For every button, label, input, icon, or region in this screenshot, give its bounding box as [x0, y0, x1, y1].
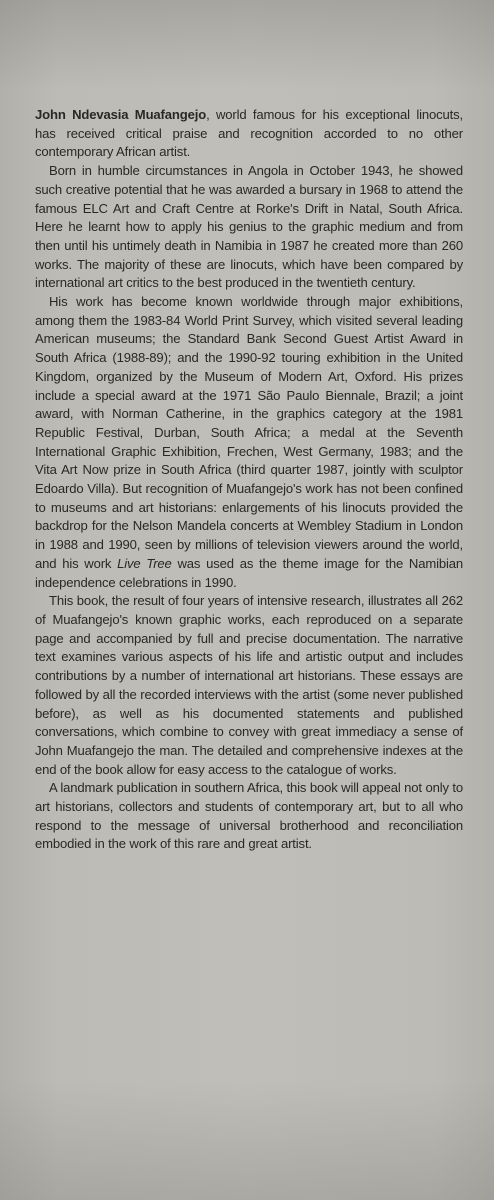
- top-shadow: [0, 0, 494, 90]
- paragraph-book-description: This book, the result of four years of intensive research, illustrates all 262 of Muafangejo's known graphic works, each reproduced on a separate page and accompanied by full and precise documentation. The narrative text examines various aspects of his life and artistic output and includes contributions by a number of international art historians. These essays are followed by all the recorded interviews with the artist (some never published before), as well as his documented statements and published conversations, which combine to convey with great immediacy a sense of John Muafangejo the man. The detailed and comprehensive indexes at the end of the book allow for easy access to the catalogue of works.: [35, 593, 463, 777]
- artist-name: John Ndevasia Muafangejo: [35, 107, 207, 122]
- paragraph-intro: [35, 106, 463, 162]
- artwork-title: Live Tree: [117, 555, 172, 571]
- blurb-text: [35, 106, 463, 854]
- paragraph-biography: Born in humble circumstances in Angola in October 1943, he showed such creative potential that he was awarded a bursary in 1968 to attend the famous ELC Art and Craft Centre at Rorke's Drift in Natal, South Africa. Here he learnt how to apply his genius to the graphic medium and from then until his untimely death in Namibia in 1987 he created more than 260 works. The majority of these are linocuts, which have been compared by international art critics to the best produced in the twentieth century.: [35, 163, 463, 291]
- intro-text: , world famous for his exceptional linocuts, has received critical praise and recognition accorded to no other contemporary African artist.: [35, 107, 464, 160]
- bottom-shadow: [0, 1080, 494, 1200]
- paragraph-conclusion: A landmark publication in southern Africa, this book will appeal not only to art historians, collectors and students of contemporary art, but to all who respond to the message of universal brotherhood and reconciliation embodied in the work of this rare and great artist.: [35, 780, 463, 852]
- paragraph-exhibitions: [35, 293, 463, 592]
- exhibitions-text: His work has become known worldwide through major exhibitions, among them the 1983-84 World Print Survey, which visited several leading American museums; the Standard Bank Second Guest Artist Award in South Africa (1988-89); and the 1990-92 touring exhibition in the United Kingdom, organized by the Museum of Modern Art, Oxford. His prizes include a special award at the 1971 São Paulo Biennale, Brazil; a joint award, with Norman Catherine, in the graphics category at the 1981 Republic Festival, Durban, South Africa; a medal at the Seventh International Graphic Exhibition, Frechen, West Germany, 1983; and the Vita Art Now prize in South Africa (third quarter 1987, jointly with sculptor Edoardo Villa). But recognition of Muafangejo's work has not been confined to museums and art historians: enlargements of his linocuts provided the backdrop for the Nelson Mandela concerts at Wembley Stadium in London in 1988 and 1990, seen by millions of television viewers around the world, and his work: [35, 294, 463, 571]
- exhibitions-text-end: was used as the theme image for the Namibian independence celebrations in 1990.: [35, 555, 464, 590]
